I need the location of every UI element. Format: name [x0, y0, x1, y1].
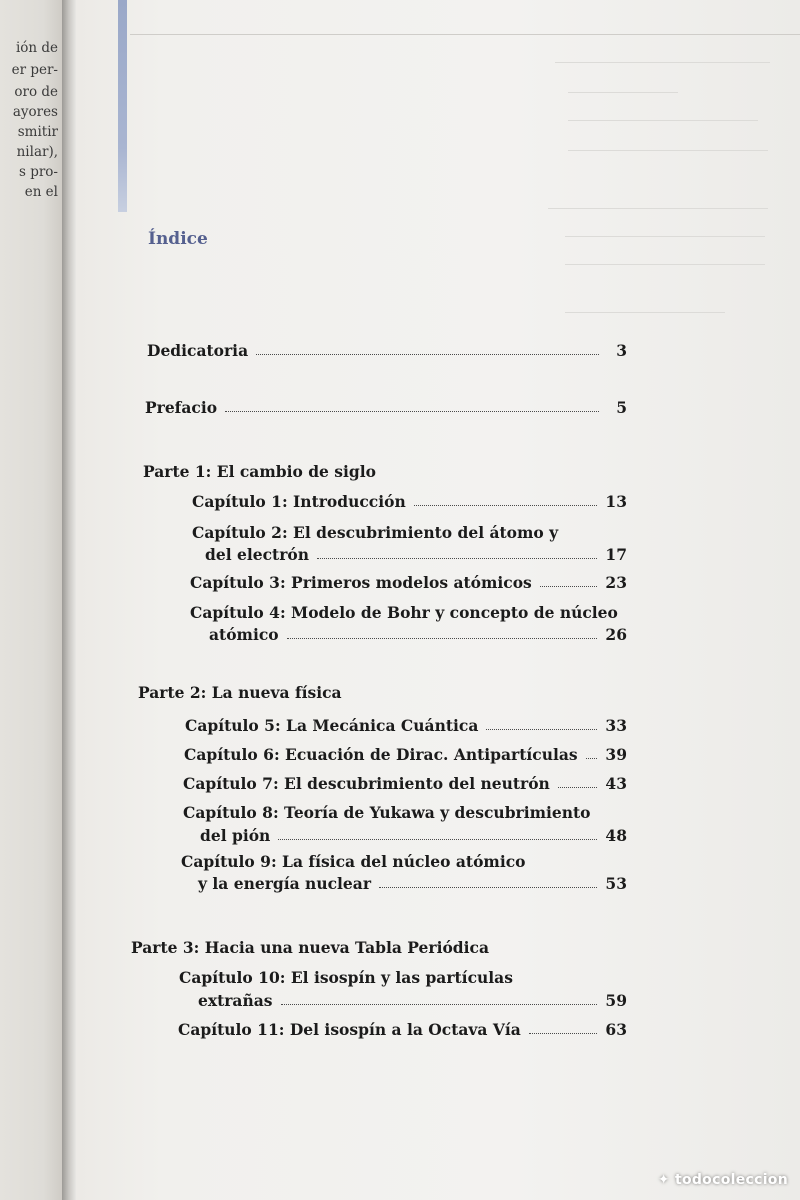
chapter-label: Capítulo 10: El isospín y las partículas	[179, 968, 513, 987]
chapter-label-continued: atómico	[209, 625, 279, 644]
chapter-label: Capítulo 8: Teoría de Yukawa y descubrimiento	[183, 803, 591, 822]
dot-leader	[278, 839, 597, 840]
dot-leader	[281, 1004, 598, 1005]
previous-page-text: oro de	[14, 84, 58, 100]
toc-entry-chapter	[184, 745, 627, 764]
page-number: 5	[616, 398, 627, 417]
dot-leader	[317, 558, 597, 559]
toc-entry-prefacio	[145, 398, 627, 417]
chapter-label: Capítulo 2: El descubrimiento del átomo y	[192, 523, 559, 542]
part-title: Parte 1: El cambio de siglo	[143, 462, 376, 481]
chapter-label: Capítulo 3: Primeros modelos atómicos	[190, 573, 532, 592]
toc-entry-chapter	[178, 1020, 627, 1039]
watermark-logo	[658, 1172, 788, 1188]
chapter-label: Capítulo 11: Del isospín a la Octava Vía	[178, 1020, 521, 1039]
toc-entry-chapter	[190, 573, 627, 592]
chapter-label: Capítulo 5: La Mecánica Cuántica	[185, 716, 479, 735]
dot-leader	[586, 758, 598, 759]
dot-leader	[529, 1033, 598, 1034]
previous-page-text: en el	[24, 184, 58, 200]
previous-page-text: smitir	[17, 124, 58, 140]
dot-leader	[225, 411, 599, 412]
header-rule	[130, 34, 800, 35]
page-number: 23	[605, 573, 627, 592]
watermark-icon: ✦	[657, 1172, 670, 1188]
chapter-label: Capítulo 4: Modelo de Bohr y concepto de núcleo	[190, 603, 618, 622]
part-title: Parte 2: La nueva física	[138, 683, 342, 702]
previous-page-text: er per-	[11, 62, 58, 78]
page-number: 39	[605, 745, 627, 764]
toc-entry-chapter	[192, 492, 627, 511]
page-number: 17	[605, 545, 627, 564]
chapter-label-continued: del pión	[200, 826, 271, 845]
chapter-label: Capítulo 6: Ecuación de Dirac. Antipartículas	[184, 745, 578, 764]
chapter-label-continued: del electrón	[205, 545, 309, 564]
chapter-label-continued: y la energía nuclear	[198, 874, 371, 893]
toc-entry-chapter	[209, 625, 627, 644]
toc-entry-chapter	[205, 545, 627, 564]
previous-page-text: s pro-	[18, 164, 58, 180]
page-number: 48	[605, 826, 627, 845]
toc-entry-chapter	[198, 991, 627, 1010]
page-number: 3	[616, 341, 627, 360]
chapter-label-continued: extrañas	[198, 991, 273, 1010]
page-number: 59	[605, 991, 627, 1010]
previous-page-text: nilar),	[16, 144, 58, 160]
toc-entry-chapter	[200, 826, 627, 845]
page-number: 26	[605, 625, 627, 644]
index-title: Índice	[148, 229, 208, 249]
previous-page-text: ayores	[12, 104, 58, 120]
toc-entry-label: Dedicatoria	[147, 341, 249, 360]
chapter-label: Capítulo 9: La física del núcleo atómico	[181, 852, 526, 871]
page-number: 53	[605, 874, 627, 893]
dot-leader	[287, 638, 598, 639]
watermark-text: todocoleccion	[674, 1172, 788, 1188]
dot-leader	[379, 887, 597, 888]
chapter-label: Capítulo 7: El descubrimiento del neutrón	[183, 774, 550, 793]
dot-leader	[486, 729, 597, 730]
dot-leader	[414, 505, 598, 506]
dot-leader	[558, 787, 598, 788]
page-number: 13	[605, 492, 627, 511]
toc-entry-chapter	[183, 774, 627, 793]
toc-entry-label: Prefacio	[145, 398, 218, 417]
previous-page-text: ión de	[15, 40, 58, 56]
toc-entry-dedicatoria	[147, 341, 627, 360]
toc-entry-chapter	[198, 874, 627, 893]
chapter-label: Capítulo 1: Introducción	[192, 492, 406, 511]
toc-entry-chapter	[185, 716, 627, 735]
previous-page-edge	[0, 0, 62, 1200]
page-number: 33	[605, 716, 627, 735]
book-gutter	[62, 0, 76, 1200]
dot-leader	[540, 586, 598, 587]
page-number: 43	[605, 774, 627, 793]
accent-bar	[118, 0, 127, 212]
dot-leader	[256, 354, 599, 355]
part-title: Parte 3: Hacia una nueva Tabla Periódica	[131, 938, 490, 957]
page-number: 63	[605, 1020, 627, 1039]
